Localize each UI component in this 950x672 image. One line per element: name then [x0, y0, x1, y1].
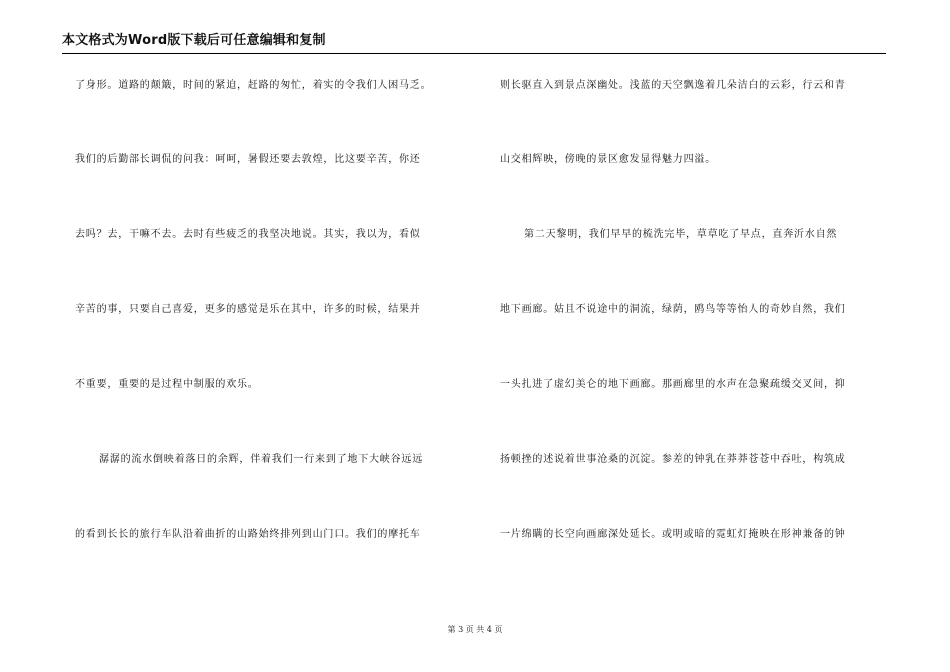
paragraph-line: 了身形。道路的颠簸，时间的紧迫，赶路的匆忙，着实的令我们人困马乏。: [75, 80, 432, 91]
paragraph-line: 的看到长长的旅行车队沿着曲折的山路始终排列到山门口。我们的摩托车: [75, 529, 421, 540]
paragraph-line: 扬顿挫的述说着世事沧桑的沉淀。参差的钟乳在莽莽苍苍中吞吐，构筑成: [500, 454, 846, 465]
paragraph-line: 第二天黎明，我们早早的梳洗完毕，草草吃了早点，直奔沂水自然: [524, 229, 838, 240]
header-title: 本文格式为Word版下载后可任意编辑和复制: [62, 33, 326, 48]
paragraph-line: 潺潺的流水倒映着落日的余辉，伴着我们一行来到了地下大峡谷远远: [99, 454, 423, 465]
right-text-column: [500, 0, 895, 672]
paragraph-line: 一头扎进了虚幻美仑的地下画廊。那画廊里的水声在急聚疏缓交叉间，抑: [500, 379, 846, 390]
paragraph-line: 我们的后勤部长调侃的问我：呵呵，暑假还要去敦煌，比这要辛苦，你还: [75, 154, 421, 165]
paragraph-line: 一片绵瞒的长空向画廊深处延长。或明或暗的霓虹灯掩映在形神兼备的钟: [500, 529, 846, 540]
paragraph-line: 去吗？去，干嘛不去。去时有些疲乏的我坚决地说。其实，我以为，看似: [75, 229, 421, 240]
paragraph-line: 则长驱直入到景点深幽处。浅蓝的天空飘逸着几朵洁白的云彩，行云和青: [500, 80, 846, 91]
paragraph-line: 山交相辉映，傍晚的景区愈发显得魅力四溢。: [500, 154, 716, 165]
paragraph-line: 地下画廊。姑且不说途中的洞流，绿荫，鸥鸟等等怡人的奇妙自然，我们: [500, 304, 846, 315]
page-number-footer: 第 3 页 共 4 页: [447, 625, 503, 634]
left-text-column: [75, 0, 470, 672]
paragraph-line: 辛苦的事，只要自己喜爱，更多的感觉是乐在其中，许多的时候，结果并: [75, 304, 421, 315]
paragraph-line: 不重要，重要的是过程中制服的欢乐。: [75, 379, 259, 390]
